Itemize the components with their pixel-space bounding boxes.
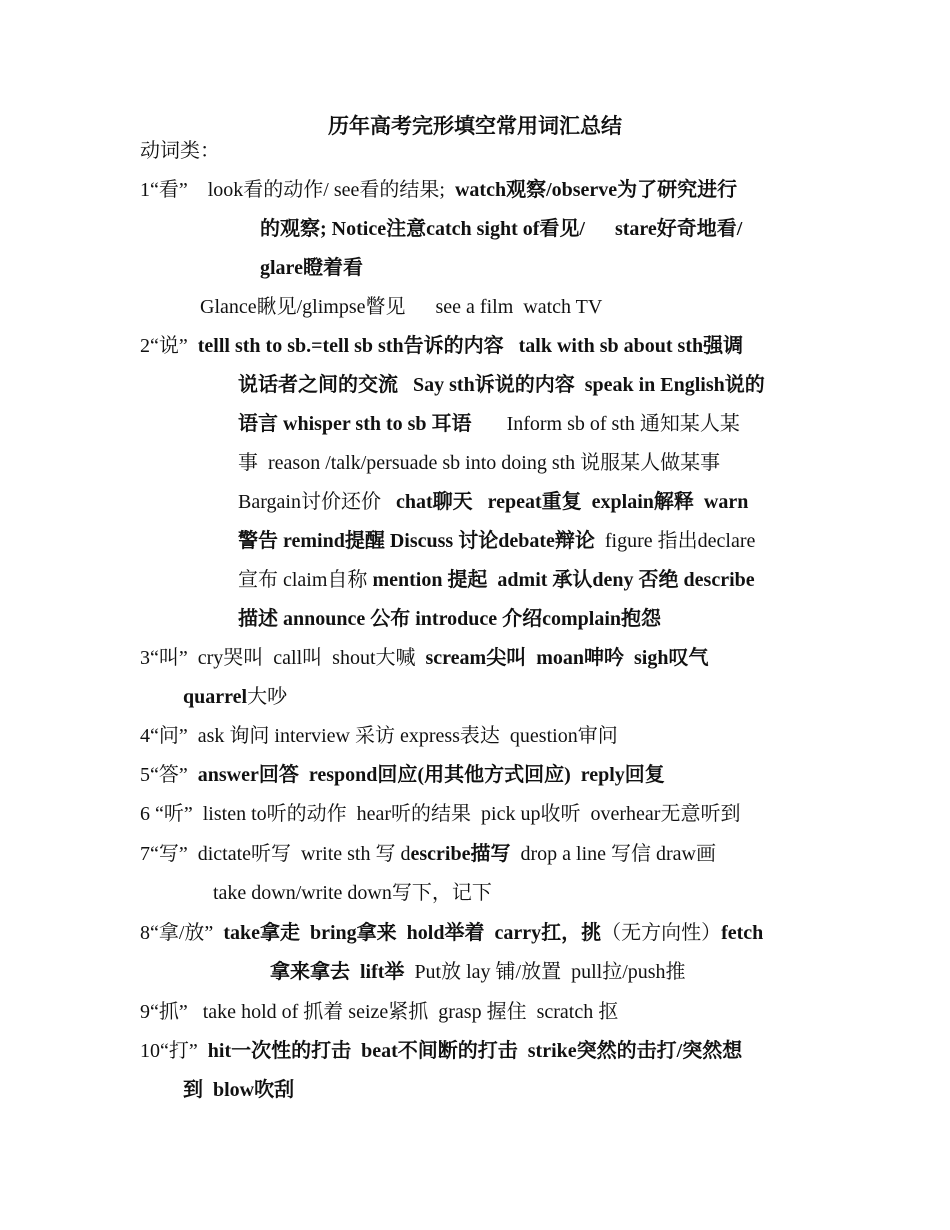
text-segment: 4“问” ask 询问 interview 采访 express表达 question审问 <box>140 725 618 747</box>
text-line <box>270 959 686 985</box>
text-line <box>140 723 618 749</box>
text-segment: （无方向性） <box>601 922 722 944</box>
bold-text-segment: hit一次性的打击 beat不间断的打击 strike突然的击打/突然想 <box>207 1040 743 1062</box>
text-line <box>238 489 748 515</box>
text-segment: 8“拿/放” <box>140 922 224 944</box>
text-line <box>200 294 602 320</box>
text-segment: figure 指出declare <box>594 530 756 552</box>
bold-text-segment: 描述 announce 公布 introduce 介绍complain抱怨 <box>238 608 661 630</box>
section-heading: 动词类： <box>140 140 220 162</box>
bold-text-segment: mention 提起 admit 承认deny 否绝 describe <box>372 569 755 591</box>
text-line <box>238 528 755 554</box>
bold-text-segment: fetch <box>721 922 764 944</box>
bold-text-segment: 说话者之间的交流 Say sth诉说的内容 speak in English说的 <box>238 374 765 396</box>
text-line <box>238 567 755 593</box>
text-segment: 10“打” <box>140 1040 208 1062</box>
text-line <box>140 762 665 788</box>
bold-text-segment: answer回答 respond回应(用其他方式回应) reply回复 <box>197 764 665 786</box>
text-line <box>260 255 363 281</box>
text-line <box>140 999 618 1025</box>
bold-text-segment: take拿走 bring拿来 hold举着 carry扛，挑 <box>223 922 602 944</box>
text-line <box>260 216 742 242</box>
text-segment: 2“说” <box>140 335 198 357</box>
text-line <box>140 801 740 827</box>
text-segment: Bargain讨价还价 <box>238 491 396 513</box>
bold-text-segment: 到 blow吹刮 <box>183 1079 295 1101</box>
text-segment: 7“写” dictate听写 write sth 写 d <box>140 843 411 865</box>
text-line <box>238 450 720 476</box>
text-line <box>140 177 737 203</box>
text-line <box>140 333 743 359</box>
text-line <box>183 1077 294 1103</box>
text-segment: 宣布 claim自称 <box>238 569 373 591</box>
text-segment: 6 “听” listen to听的动作 hear听的结果 pick up收听 overhear无意听到 <box>140 803 741 825</box>
text-segment: 5“答” <box>140 764 198 786</box>
text-line <box>140 841 716 867</box>
bold-text-segment: scream尖叫 moan呻吟 sigh叹气 <box>425 647 709 669</box>
text-line <box>140 645 708 671</box>
bold-text-segment: 拿来拿去 lift举 <box>270 961 405 983</box>
text-line <box>238 372 765 398</box>
text-segment: 大吵 <box>247 686 288 708</box>
bold-text-segment: 警告 remind提醒 Discuss 讨论debate辩论 <box>238 530 595 552</box>
text-segment: take down/write down写下，记下 <box>213 882 492 904</box>
bold-text-segment: watch观察/observe为了研究进行 <box>454 179 738 201</box>
text-segment: drop a line 写信 draw画 <box>510 843 716 865</box>
bold-text-segment: 的观察; Notice注意catch sight of看见/ stare好奇地看/ <box>260 218 743 240</box>
text-segment: 9“抓” take hold of 抓着 seize紧抓 grasp 握住 scratch 抠 <box>140 1001 619 1023</box>
text-segment: 1“看” look看的动作/ see看的结果; <box>140 179 455 201</box>
bold-text-segment: glare瞪着看 <box>260 257 363 279</box>
text-segment: 3“叫” cry哭叫 call叫 shout大喊 <box>140 647 426 669</box>
text-line <box>238 411 740 437</box>
document-title: 历年高考完形填空常用词汇总结 <box>328 114 622 138</box>
text-line <box>183 684 287 710</box>
text-line <box>140 920 763 946</box>
bold-text-segment: quarrel <box>183 686 248 708</box>
text-line <box>140 1038 742 1064</box>
bold-text-segment: telll sth to sb.=tell sb sth告诉的内容 talk with sb about sth强调 <box>197 335 744 357</box>
text-segment: Glance瞅见/glimpse瞥见 see a film watch TV <box>200 296 603 318</box>
bold-text-segment: escribe描写 <box>410 843 511 865</box>
text-segment: 事 reason /talk/persuade sb into doing sth 说服某人做某事 <box>238 452 721 474</box>
text-segment: Inform sb of sth 通知某人某 <box>471 413 740 435</box>
text-line <box>213 880 492 906</box>
bold-text-segment: 语言 whisper sth to sb 耳语 <box>238 413 472 435</box>
text-line <box>238 606 661 632</box>
text-segment: Put放 lay 铺/放置 pull拉/push推 <box>404 961 686 983</box>
bold-text-segment: chat聊天 repeat重复 explain解释 warn <box>395 491 749 513</box>
